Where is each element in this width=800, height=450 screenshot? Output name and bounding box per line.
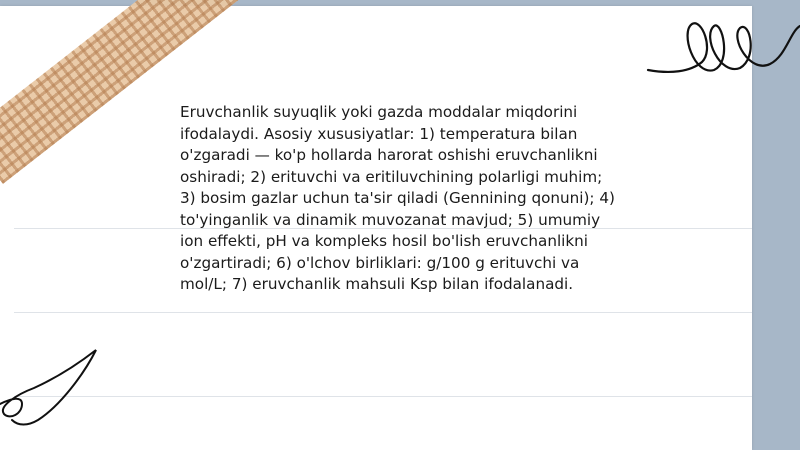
loop-scribble-icon: [640, 12, 800, 84]
ruled-line: [14, 312, 752, 313]
body-text: Eruvchanlik suyuqlik yoki gazda moddalar miqdorini ifodalaydi. Asosiy xususiyatlar: 1) temperatura bilan o'zgaradi — ko'p hollarda harorat oshishi eruvchanlikni oshiradi; 2) erituvchi va eritiluvchining polarligi muhim; 3) bosim gazlar uchun ta'sir qiladi (Gennining qonuni); 4) to'yinganlik va dinamik muvozanat mavjud; 5) umumiy ion effekti, pH va kompleks hosil bo'lish eruvchanlikni o'zgartiradi; 6) o'lchov birliklari: g/100 g erituvchi va mol/L; 7) eruvchanlik mahsuli Ksp bilan ifodalanadi.: [180, 103, 615, 293]
curl-scribble-icon: [0, 344, 104, 428]
ruled-line: [14, 396, 752, 397]
